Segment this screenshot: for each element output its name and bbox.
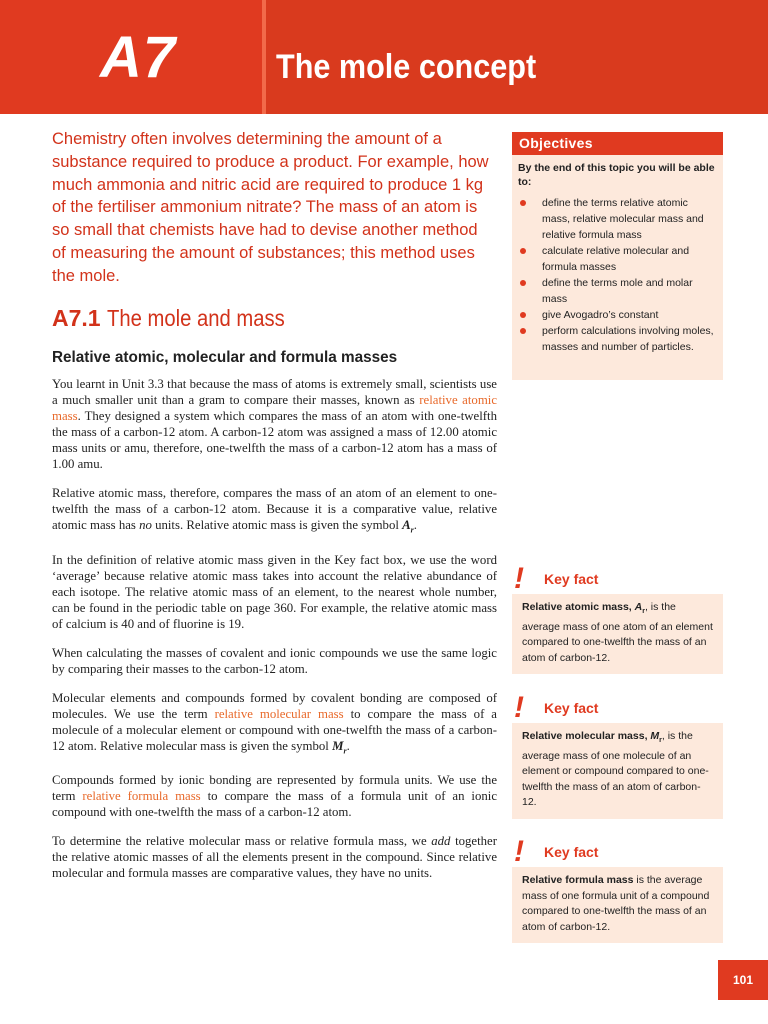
paragraph-7: [52, 833, 497, 881]
bullet-icon: [520, 248, 526, 254]
key-fact-definition: , is the average mass of one atom of an element compared to one-twelfth the mass of an atom of carbon-12.: [522, 601, 713, 664]
key-fact-title: Key fact: [544, 700, 599, 716]
term-relative-formula-mass: relative formula mass: [82, 789, 201, 804]
section-number: A7.1: [52, 305, 101, 331]
objective-text: calculate relative molecular and formula masses: [542, 245, 690, 273]
bullet-icon: [520, 312, 526, 318]
objective-item: [542, 195, 717, 243]
objective-item: [542, 307, 717, 323]
paragraph-3: In the definition of relative atomic mass given in the Key fact box, we use the word ‘average’ because relative atomic mass takes into account the relative abundance of each isotope. The relative atomic mass of an element, to the nearest whole number, can be found in the periodic table on page 360. For example, the relative atomic mass of calcium is 40 and of fluorine is 19.: [52, 552, 497, 631]
key-fact-definition: is the average mass of one formula unit of a compound compared to one-twelfth the mass of an atom of carbon-12.: [522, 874, 710, 933]
chapter-box: [0, 0, 262, 114]
text-run: .: [413, 518, 417, 532]
objectives-box: [512, 132, 723, 380]
objectives-list: [512, 195, 723, 355]
objective-item: [542, 323, 717, 355]
exclamation-icon: !: [514, 691, 524, 724]
bullet-icon: [520, 280, 526, 286]
objective-item: [542, 243, 717, 275]
objective-item: [542, 275, 717, 307]
subheading: Relative atomic, molecular and formula masses: [52, 349, 398, 366]
key-fact-definition: , is the average mass of one molecule of an element or compound compared to one-twelfth the mass of an atom of carbon-12.: [522, 730, 709, 809]
objective-text: give Avogadro’s constant: [542, 309, 659, 321]
text-run: units. Relative atomic mass is given the symbol: [151, 518, 403, 532]
text-run: together the relative atomic masses of all the elements present in the compound. Since relative molecular and formula masses are comparative values, they have no units.: [52, 834, 497, 881]
paragraph-6: [52, 772, 497, 820]
text-run: To determine the relative molecular mass or relative formula mass, we: [52, 834, 432, 849]
key-fact-box-3: [512, 837, 723, 943]
text-run: Relative atomic mass, therefore, compares the mass of an atom of an element to one-twelfth the mass of a carbon-12 atom. Because it is a comparative value, relative atomic mass has: [52, 486, 497, 532]
objective-text: define the terms relative atomic mass, relative molecular mass and relative formula mass: [542, 197, 704, 241]
symbol-letter: M: [650, 730, 660, 742]
key-fact-text: [512, 867, 723, 943]
symbol-letter: A: [634, 601, 643, 613]
key-fact-term: Relative molecular mass,: [522, 730, 651, 742]
key-fact-box-2: [512, 693, 723, 819]
exclamation-icon: !: [514, 562, 524, 595]
symbol-subscript: r: [642, 608, 645, 616]
symbol-subscript: r: [410, 525, 414, 535]
term-relative-molecular-mass: relative molecular mass: [214, 706, 344, 721]
text-run: . They designed a system which compares the mass of an atom with one-twelfth the mass of a carbon-12 atom. A carbon-12 atom was assigned a mass of 12.00 atomic mass units or amu, therefore, one-twelfth the mass of a carbon-12 atom has a mass of 1.00 amu.: [52, 409, 497, 471]
key-fact-title: Key fact: [544, 844, 599, 860]
symbol-subscript: r: [343, 746, 347, 756]
objective-text: perform calculations involving moles, masses and number of particles.: [542, 325, 714, 353]
intro-paragraph: Chemistry often involves determining the amount of a substance required to produce a product. For example, how much ammonia and nitric acid are required to produce 1 kg of the fertiliser ammonium nitrate? The mass of an atom is so small that chemists have had to devise another method of measuring the amount of substances; this method uses the mole.: [52, 130, 489, 285]
exclamation-icon: !: [514, 835, 524, 868]
bullet-icon: [520, 200, 526, 206]
page-number: 101: [718, 960, 768, 1000]
header-divider: [262, 0, 266, 114]
chapter-number: A7: [100, 25, 177, 90]
symbol-subscript: r: [659, 737, 662, 745]
section-title: The mole and mass: [106, 305, 285, 331]
text-run: You learnt in Unit 3.3 that because the mass of atoms is extremely small, scientists use a much smaller unit than a gram to compare their masses, known as: [52, 377, 497, 407]
key-fact-box-1: [512, 564, 723, 674]
text-run: .: [346, 738, 350, 753]
emphasis-add: add: [431, 834, 451, 849]
key-fact-header: [512, 693, 723, 723]
symbol-letter: M: [332, 738, 344, 753]
text-run: Compounds formed by ionic bonding are represented by formula units. We use the term: [52, 773, 497, 804]
paragraph-5: [52, 690, 497, 760]
paragraph-4: When calculating the masses of covalent and ionic compounds we use the same logic by comparing their masses to the carbon-12 atom.: [52, 645, 497, 676]
key-fact-text: [512, 594, 723, 674]
key-fact-header: [512, 564, 723, 594]
section-heading: [52, 305, 309, 332]
emphasis-no: no: [139, 518, 152, 532]
symbol-ar: [402, 518, 414, 535]
term-relative-atomic-mass: relative atomic mass: [52, 393, 498, 423]
paragraph-2: [52, 485, 497, 539]
text-run: to compare the mass of a formula unit of an ionic compound with one-twelfth the mass of a carbon-12 atom.: [52, 789, 497, 820]
key-fact-term: Relative formula mass: [522, 874, 634, 886]
chapter-title: The mole concept: [276, 48, 537, 86]
key-fact-text: [512, 723, 723, 819]
symbol-letter: A: [402, 518, 411, 532]
objective-text: define the terms mole and molar mass: [542, 277, 693, 305]
bullet-icon: [520, 328, 526, 334]
key-fact-term: Relative atomic mass,: [522, 601, 635, 613]
paragraph-1: [52, 376, 497, 472]
objectives-intro: By the end of this topic you will be able to:: [518, 162, 715, 188]
key-fact-header: [512, 837, 723, 867]
text-run: to compare the mass of a molecule of a molecular element or compound with one-twelfth the mass of a carbon-12 atom. Relative molecular mass is given the symbol: [52, 706, 497, 753]
key-fact-title: Key fact: [544, 571, 599, 587]
body-text: [52, 376, 497, 894]
text-run: Molecular elements and compounds formed by covalent bonding are composed of molecules. We use the term: [52, 690, 497, 721]
symbol-mr: [332, 738, 347, 756]
objectives-heading: Objectives: [512, 132, 723, 155]
